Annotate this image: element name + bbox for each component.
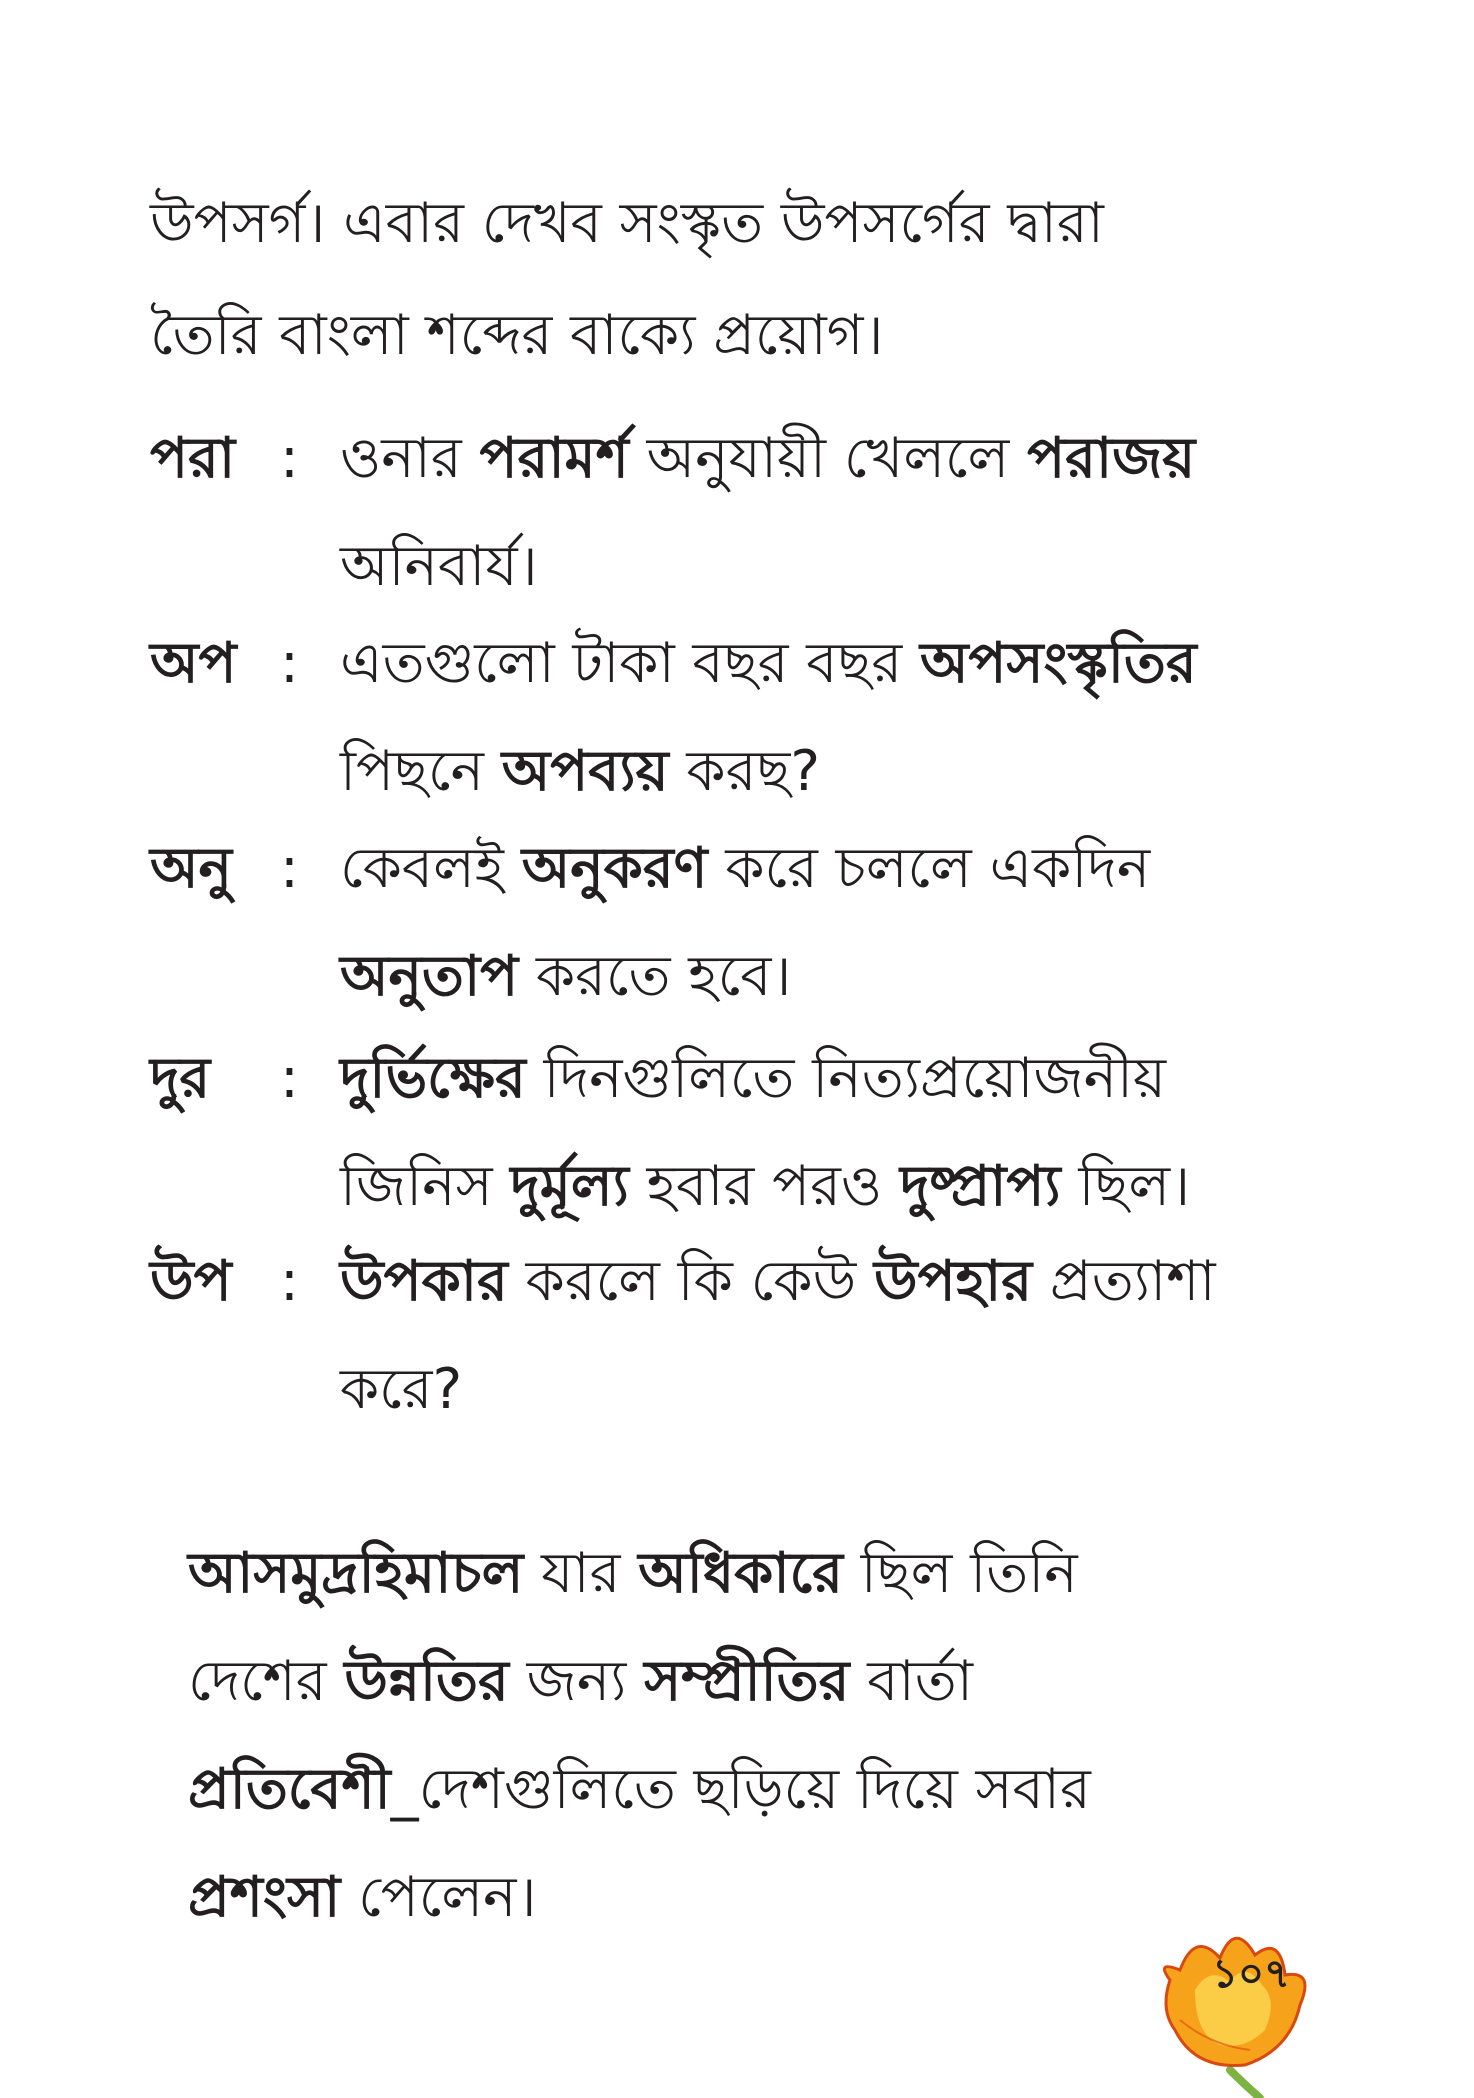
- bold-word: উন্নতির: [344, 1649, 509, 1714]
- prefix-label: দুর: [150, 1046, 211, 1111]
- text-segment: করে?: [340, 1357, 463, 1422]
- text-segment: পিছনে: [340, 739, 502, 804]
- bold-word: সম্প্রীতির: [644, 1649, 850, 1714]
- prefix-colon: :: [280, 426, 299, 491]
- bold-word: দুর্ভিক্ষের: [340, 1046, 526, 1111]
- sentence-line: [340, 1228, 1300, 1336]
- intro-line-2: তৈরি বাংলা শব্দের বাক্যে প্রয়োগ।: [150, 303, 884, 368]
- bold-word: প্রশংসা: [188, 1865, 341, 1930]
- prefix-label: পরা: [150, 426, 236, 491]
- bold-word: আসমুদ্রহিমাচল: [188, 1541, 524, 1606]
- bold-word: অনুকরণ: [521, 836, 708, 901]
- text-segment: অনুযায়ী খেললে: [628, 426, 1028, 491]
- text-segment: দেশের: [188, 1649, 345, 1714]
- text-segment: বার্তা: [849, 1649, 973, 1714]
- prefix-example: [150, 1228, 1300, 1444]
- example-sentence: [340, 405, 1300, 621]
- text-segment: প্রত্যাশা: [1032, 1249, 1216, 1314]
- text-segment: ছিল তিনি: [842, 1541, 1078, 1606]
- prefix-colon: :: [280, 631, 299, 696]
- text-segment: পেলেন।: [340, 1865, 537, 1930]
- sentence-line: [340, 513, 1300, 621]
- closing-line: [188, 1520, 1258, 1628]
- intro-paragraph: [150, 168, 1300, 392]
- text-segment: ওনার: [340, 426, 480, 491]
- text-segment: করে চললে একদিন: [707, 836, 1151, 901]
- bold-word: অনুতাপ: [340, 944, 519, 1009]
- text-segment: অনিবার্য।: [340, 534, 538, 599]
- sentence-line: [340, 610, 1300, 718]
- sentence-line: [340, 923, 1300, 1031]
- bold-word: দুর্মূল্য: [510, 1154, 629, 1219]
- text-segment: জিনিস: [340, 1154, 511, 1219]
- bold-word: প্রতিবেশী: [188, 1757, 391, 1822]
- prefix-example: [150, 1025, 1300, 1241]
- prefix-example: [150, 610, 1300, 826]
- bold-word: পরামর্শ: [479, 426, 629, 491]
- sentence-line: [340, 815, 1300, 923]
- prefix-colon: :: [280, 836, 299, 901]
- prefix-label: অপ: [150, 631, 237, 696]
- bold-word: অপসংস্কৃতির: [919, 631, 1197, 696]
- page-number: ১০৭: [1212, 1951, 1290, 1997]
- bold-word: পরাজয়: [1027, 426, 1196, 491]
- bold-word: দুষ্প্রাপ্য: [899, 1154, 1061, 1219]
- text-segment: যার: [523, 1541, 639, 1606]
- text-segment: এতগুলো টাকা বছর বছর: [340, 631, 920, 696]
- text-segment: করছ?: [668, 739, 821, 804]
- bold-word: অপব্যয়: [501, 739, 669, 804]
- text-segment: হবার পরও: [628, 1154, 900, 1219]
- sentence-line: [340, 718, 1300, 826]
- example-sentence: [340, 610, 1300, 826]
- prefix-colon: :: [280, 1046, 299, 1111]
- text-segment: করলে কি কেউ: [507, 1249, 874, 1314]
- prefix-label: উপ: [150, 1249, 232, 1314]
- prefix-example: [150, 815, 1300, 1031]
- closing-line: [188, 1736, 1258, 1844]
- closing-line: [188, 1628, 1258, 1736]
- text-segment: ছিল।: [1060, 1154, 1191, 1219]
- text-segment: করতে হবে।: [518, 944, 792, 1009]
- sentence-line: [340, 405, 1300, 513]
- example-sentence: [340, 815, 1300, 1031]
- sentence-line: [340, 1336, 1300, 1444]
- text-segment: _দেশগুলিতে ছড়িয়ে দিয়ে সবার: [390, 1757, 1091, 1822]
- bold-word: উপহার: [874, 1249, 1033, 1314]
- prefix-example: [150, 405, 1300, 621]
- text-segment: জন্য: [508, 1649, 645, 1714]
- closing-line: [188, 1844, 1258, 1952]
- bold-word: উপকার: [340, 1249, 508, 1314]
- example-sentence: [340, 1228, 1300, 1444]
- sentence-line: [340, 1133, 1300, 1241]
- closing-paragraph: [188, 1520, 1258, 1952]
- example-sentence: [340, 1025, 1300, 1241]
- text-segment: কেবলই: [340, 836, 522, 901]
- prefix-colon: :: [280, 1249, 299, 1314]
- bold-word: অধিকারে: [638, 1541, 843, 1606]
- sentence-line: [340, 1025, 1300, 1133]
- text-segment: দিনগুলিতে নিত্যপ্রয়োজনীয়: [525, 1046, 1167, 1111]
- prefix-label: অনু: [150, 836, 232, 901]
- intro-line-1: উপসর্গ। এবার দেখব সংস্কৃত উপসর্গের দ্বারা: [150, 191, 1104, 256]
